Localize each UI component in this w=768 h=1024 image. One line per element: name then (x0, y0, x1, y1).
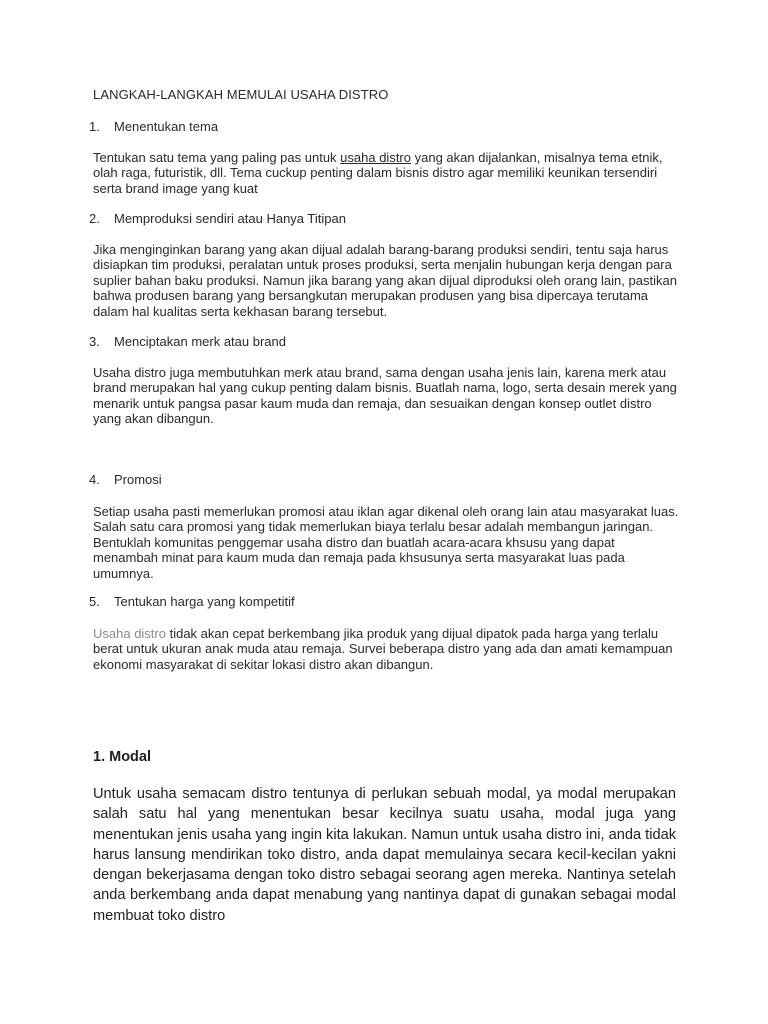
body-text: tidak akan cepat berkembang jika produk yang dijual dipatok pada harga yang terlalu berat untuk ukuran anak muda atau remaja. Survei beberapa distro yang ada dan amati kemampuan ekonomi masyarakat di sekitar lokasi distro akan dibangun. (93, 626, 673, 672)
list-item-number: 3. (89, 334, 100, 349)
list-item-4-body (93, 504, 683, 581)
list-item-1-body (93, 150, 683, 196)
usaha-distro-link[interactable]: Usaha distro (93, 626, 166, 641)
list-item-4-heading (89, 472, 162, 487)
section-heading-modal: 1. Modal (93, 749, 152, 765)
list-item-3-heading (89, 334, 286, 349)
list-item-5-heading (89, 594, 295, 609)
list-item-2-heading (89, 211, 346, 226)
list-item-3-body (93, 365, 683, 427)
body-text: Jika menginginkan barang yang akan dijual adalah barang-barang produksi sendiri, tentu saja harus disiapkan tim produksi, peralatan untuk proses produksi, serta menjalin hubungan kerja dengan para suplier bahan baku produksi. Namun jika barang yang akan dijual diproduksi oleh orang lain, pastikan bahwa produsen barang yang bersangkutan merupakan produsen yang bisa dipercaya terutama dalam hal kualitas serta kekhasan barang tersebut. (93, 242, 677, 319)
document-title: LANGKAH-LANGKAH MEMULAI USAHA DISTRO (93, 87, 389, 102)
list-item-title: Menentukan tema (114, 119, 219, 134)
body-text: Setiap usaha pasti memerlukan promosi atau iklan agar dikenal oleh orang lain atau masyarakat luas. Salah satu cara promosi yang tidak memerlukan biaya terlalu besar adalah membangun jaringan. Bentuklah komunitas penggemar usaha distro dan buatlah acara-acara khsusu yang dapat menambah minat para kaum muda dan remaja pada khsusunya serta masyarakat luas pada umumnya. (93, 504, 679, 581)
list-item-number: 5. (89, 594, 100, 609)
list-item-title: Memproduksi sendiri atau Hanya Titipan (114, 211, 346, 226)
list-item-1-heading (89, 119, 218, 134)
list-item-number: 2. (89, 211, 100, 226)
list-item-2-body (93, 242, 683, 319)
list-item-title: Tentukan harga yang kompetitif (114, 594, 295, 609)
list-item-number: 4. (89, 472, 100, 487)
body-text: Tentukan satu tema yang paling pas untuk (93, 150, 341, 165)
body-text: yang akan dijalankan, misalnya tema etnik, olah raga, futuristik, dll. Tema cuckup penting dalam bisnis distro agar memiliki keunikan tersendiri serta brand image yang kuat (93, 150, 663, 196)
list-item-title: Promosi (114, 472, 162, 487)
body-text: Usaha distro juga membutuhkan merk atau brand, sama dengan usaha jenis lain, karena merk atau brand merupakan hal yang cukup penting dalam bisnis. Buatlah nama, logo, serta desain merek yang menarik untuk pangsa pasar kaum muda dan remaja, dan sesuaikan dengan konsep outlet distro yang akan dibangun. (93, 365, 677, 427)
list-item-5-body (93, 626, 683, 672)
usaha-distro-link[interactable]: usaha distro (340, 150, 411, 165)
list-item-number: 1. (89, 119, 100, 134)
section-body-modal: Untuk usaha semacam distro tentunya di perlukan sebuah modal, ya modal merupakan salah satu hal yang menentukan besar kecilnya suatu usaha, modal juga yang menentukan jenis usaha yang ingin kita lakukan. Namun untuk usaha distro ini, anda tidak harus lansung mendirikan toko distro, anda dapat memulainya secara kecil-kecilan yakni dengan bekerjasama dengan toko distro sebagai seorang agen mereka. Nantinya setelah anda berkembang anda dapat menabung yang nantinya dapat di gunakan sebagai modal membuat toko distro (93, 786, 676, 924)
list-item-title: Menciptakan merk atau brand (114, 334, 286, 349)
